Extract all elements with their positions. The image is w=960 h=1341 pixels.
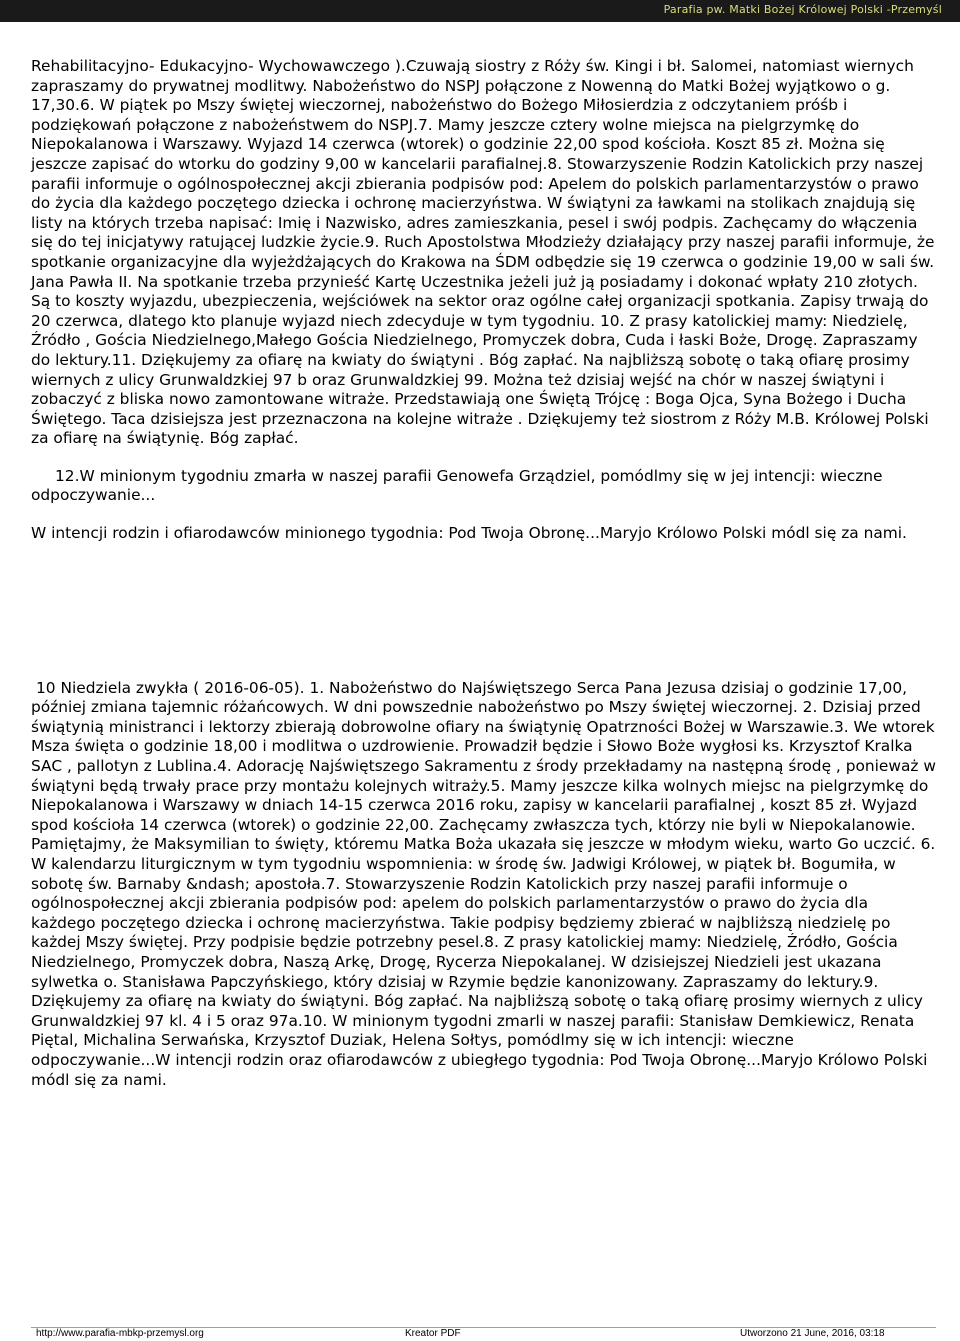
- footer-created-date: Utworzono 21 June, 2016, 03:18: [740, 1328, 885, 1339]
- footer-creator: Kreator PDF: [405, 1328, 461, 1339]
- paragraph-intention: W intencji rodzin i ofiarodawców minionego tygodnia: Pod Twoja Obronę...Maryjo Królowo Polski módl się za nami.: [31, 524, 907, 543]
- footer-url[interactable]: http://www.parafia-mbkp-przemysl.org: [36, 1328, 204, 1339]
- paragraph-sunday-announcements: 10 Niedziela zwykła ( 2016-06-05). 1. Nabożeństwo do Najświętszego Serca Pana Jezusa dzisiaj o godzinie 17,00, później zmiana tajemnic różańcowych. W dni powszednie nabożeństwo po Mszy świętej wieczornej. 2. Dzisiaj przed świątynią ministranci i lektorzy zbierają dobrowolne ofiary na świątynię Opatrzności Bożej w Warszawie.3. We wtorek Msza święta o godzinie 18,00 i modlitwa o uzdrowienie. Prowadził będzie i Słowo Boże wygłosi ks. Krzysztof Kralka SAC , pallotyn z Lublina.4. Adorację Najświętszego Sakramentu z środy przekładamy na następną środę , ponieważ w świątyni będą trwały prace przy montażu kolejnych witraży.5. Mamy jeszcze kilka wolnych miejsc na pielgrzymkę do Niepokalanowa i Warszawy w dniach 14-15 czerwca 2016 roku, zapisy w kancelarii parafialnej , koszt 85 zł. Wyjazd spod kościoła 14 czerwca (wtorek) o godzinie 22,00. Zachęcamy zwłaszcza tych, którzy nie byli w Niepokalanowie. Pamiętajmy, że Maksymilian to święty, któremu Matka Boża ukazała się jeszcze w młodym wieku, warto Go uczcić. 6. W kalendarzu liturgicznym w tym tygodniu wspomnienia: w środę św. Jadwigi Królowej, w piątek bł. Bogumiła, w sobotę św. Barnaby &ndash; apostoła.7. Stowarzyszenie Rodzin Katolickich przy naszej parafii informuje o ogólnospołecznej akcji zbierania podpisów pod: apelem do polskich parlamentarzystów o prawo do życia dla każdego poczętego dziecka i ochronę macierzyństwa. Takie podpisy będziemy zbierać w najbliższą niedzielę po każdej Mszy świętej. Przy podpisie będzie potrzebny pesel.8. Z prasy katolickiej mamy: Niedzielę, Źródło, Gościa Niedzielnego, Promyczek dobra, Naszą Arkę, Drogę, Rycerza Niepokalanej. W dzisiejszej Niedzieli jest ukazana sylwetka o. Stanisława Papczyńskiego, który dzisiaj w Rzymie będzie kanonizowany. Zapraszamy do lektury.9. Dziękujemy za ofiarę na kwiaty do świątyni. Bóg zapłać. Na najbliższą sobotę o taką ofiarę prosimy wiernych z ulicy Grunwaldzkiej 97 kl. 4 i 5 oraz 97a.10. W minionym tygodni zmarli w naszej parafii: Stanisław Demkiewicz, Renata Piętal, Michalina Serwańska, Krzysztof Duziak, Helena Sołtys, pomódlmy się w ich intencji: wieczne odpoczywanie...W intencji rodzin oraz ofiarodawców z ubiegłego tygodnia: Pod Twoja Obronę...Maryjo Królowo Polski módl się za nami.: [31, 678, 936, 1089]
- page-footer: [0, 1328, 960, 1341]
- paragraph-announcements-continued: Rehabilitacyjno- Edukacyjno- Wychowawczego ).Czuwają siostry z Róży św. Kingi i bł. Salomei, natomiast wiernych zapraszamy do prywatnej modlitwy. Nabożeństwo do NSPJ połączone z Nowenną do Matki Bożej wyjątkowo o g. 17,30.6. W piątek po Mszy świętej wieczornej, nabożeństwo do Bożego Miłosierdzia z odczytaniem próśb i podziękowań połączone z nabożeństwem do NSPJ.7. Mamy jeszcze cztery wolne miejsca na pielgrzymkę do Niepokalanowa i Warszawy. Wyjazd 14 czerwca (wtorek) o godzinie 22,00 spod kościoła. Koszt 85 zł. Można się jeszcze zapisać do wtorku do godziny 9,00 w kancelarii parafialnej.8. Stowarzyszenie Rodzin Katolickich przy naszej parafii informuje o ogólnospołecznej akcji zbierania podpisów pod: Apelem do polskich parlamentarzystów o prawo do życia dla każdego poczętego dziecka i ochronę macierzyństwa. W świątyni za ławkami na stolikach znajdują się listy na których trzeba napisać: Imię i Nazwisko, adres zamieszkania, pesel i swój podpis. Zachęcamy do włączenia się do tej inicjatywy ratującej ludzkie życie.9. Ruch Apostolstwa Młodzieży działający przy naszej parafii informuje, że spotkanie organizacyjne dla wyjeżdżających do Krakowa na ŚDM odbędzie się 19 czerwca o godzinie 19,00 w sali św. Jana Pawła II. Na spotkanie trzeba przynieść Kartę Uczestnika jeżeli już ją posiadamy i dokonać wpłaty 210 złotych. Są to koszty wyjazdu, ubezpieczenia, wejściówek na sektor oraz ogólne całej organizacji spotkania. Zapisy trwają do 20 czerwca, dlatego kto planuje wyjazd niech zdecyduje w tym tygodniu. 10. Z prasy katolickiej mamy: Niedzielę, Źródło , Gościa Niedzielnego,Małego Gościa Niedzielnego, Promyczek dobra, Cuda i łaski Boże, Drogę. Zapraszamy do lektury.11. Dziękujemy za ofiarę na kwiaty do świątyni . Bóg zapłać. Na najbliższą sobotę o taką ofiarę prosimy wiernych z ulicy Grunwaldzkiej 97 b oraz Grunwaldzkiej 99. Można też dzisiaj wejść na chór w naszej świątyni i zobaczyć z bliska nowo zamontowane witraże. Przedstawiają one Świętą Trójcę : Boga Ojca, Syna Bożego i Ducha Świętego. Taca dzisiejsza jest przeznaczona na kolejne witraże . Dziękujemy też siostrom z Róży M.B. Królowej Polski za ofiarę na świątynię. Bóg zapłać.: [31, 57, 935, 448]
- document-body: [31, 57, 936, 1090]
- header-title: Parafia pw. Matki Bożej Królowej Polski -Przemyśl: [663, 3, 942, 16]
- page-header: [0, 0, 960, 22]
- paragraph-deceased-notice: 12.W minionym tygodniu zmarła w naszej parafii Genowefa Grządziel, pomódlmy się w jej intencji: wieczne odpoczywanie...: [31, 466, 883, 505]
